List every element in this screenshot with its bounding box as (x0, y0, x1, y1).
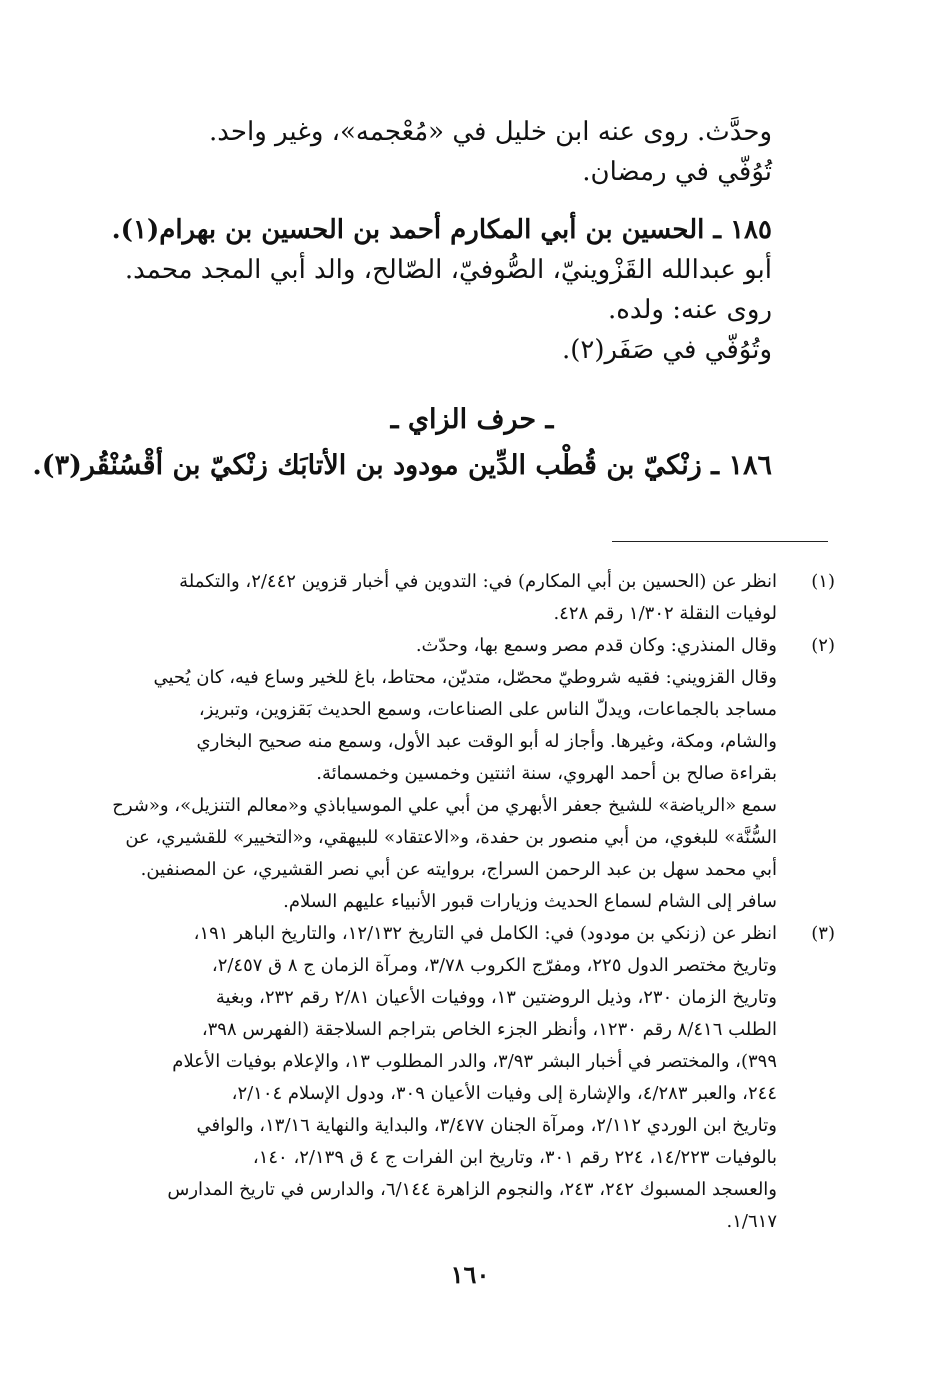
footnote-body (105, 566, 777, 630)
footnote-line: والشام، ومكة، وغيرها. وأجاز له أبو الوقت عبد الأول، وسمع منه صحيح البخاري (196, 731, 777, 752)
entry-185-title: ١٨٥ ـ الحسين بن أبي المكارم أحمد بن الحسين بن بهرام(١). (111, 215, 772, 245)
page-number: ١٦٠ (450, 1260, 490, 1289)
footnote-line: مساجد بالجماعات، ويدلّ الناس على الصناعات، وسمع الحديث بَقزوين، وتبريز، (198, 699, 777, 720)
footnote-line: وقال المنذري: وكان قدم مصر وسمع بها، وحدّث. (415, 635, 777, 656)
footnote-line: والعسجد المسبوك ٢٤٢، ٢٤٣، والنجوم الزاهرة ٦/١٤٤، والدارس في تاريخ المدارس (167, 1179, 777, 1200)
footnote-line: وقال القزويني: فقيه شروطيّ محصّل، متديّن، محتاط، باغ للخير وساع فيه، كان يُحيي (153, 667, 777, 688)
entry-186-title: ١٨٦ ـ زنْكيّ بن قُطْب الدِّين مودود بن الأتابَك زنْكيّ بن أقْسُنْقُر(٣). (32, 450, 772, 481)
footnote-number: (٢) (811, 635, 835, 656)
entry-185-death: وتُوُفّي في صَفَر(٢). (561, 335, 772, 365)
footnote (105, 566, 835, 630)
footnote-number: (١) (811, 571, 835, 592)
footnote-line: ١/٦١٧. (726, 1211, 777, 1232)
entry-185-nisba: أبو عبدالله القَزْوينيّ، الصُّوفيّ، الصّالح، والد أبي المجد محمد. (124, 255, 772, 285)
footnote-line: ٢٤٤، والعبر ٤/٢٨٣، والإشارة إلى وفيات الأعيان ٣٠٩، ودول الإسلام ٢/١٠٤، (231, 1083, 777, 1104)
footnote-line: سمع «الرياضة» للشيخ جعفر الأبهري من أبي علي الموسياباذي و«معالم التنزيل»، و«شرح (112, 795, 777, 816)
footnote (105, 918, 835, 1238)
footnote-body (105, 918, 777, 1238)
footnote (105, 630, 835, 918)
paragraph-death: تُوُفّي في رمضان. (582, 157, 772, 187)
footnote-line: بالوفيات ١٤/٢٢٣، ٢٢٤ رقم ٣٠١، وتاريخ ابن الفرات ج ٤ ق ٢/١٣٩، ١٤٠، (252, 1147, 777, 1168)
footnote-number: (٣) (811, 923, 835, 944)
main-text (32, 112, 772, 486)
footnote-line: انظر عن (زنكي بن مودود) في: الكامل في التاريخ ١٢/١٣٢، والتاريخ الباهر ١٩١، (193, 923, 777, 944)
footnote-line: وتاريخ الزمان ٢٣٠، وذيل الروضتين ١٣، ووفيات الأعيان ٢/٨١ رقم ٢٣٢، وبغية (215, 987, 777, 1008)
footnote-line: السُّنَّة» للبغوي، من أبي منصور بن حفدة، و«الاعتقاد» للبيهقي، و«التخيير» للقشيري، عن (125, 827, 777, 848)
footnote-line: لوفيات النقلة ١/٣٠٢ رقم ٤٢٨. (553, 603, 777, 624)
footnote-line: أبي محمد سهل بن عبد الرحمن السراج، بروايته عن أبي نصر القشيري، عن المصنفين. (140, 859, 777, 880)
entry-185-narrators: روى عنه: ولده. (607, 295, 772, 325)
footnote-line: بقراءة صالح بن أحمد الهروي، سنة اثنتين وخمسين وخمسمائة. (316, 763, 777, 784)
footnote-line: وتاريخ ابن الوردي ٢/١١٢، ومرآة الجنان ٣/٤٧٧، والبداية والنهاية ١٣/١٦، والوافي (196, 1115, 777, 1136)
footnote-line: وتاريخ مختصر الدول ٢٢٥، ومفرّج الكروب ٣/٧٨، ومرآة الزمان ج ٨ ق ٢/٤٥٧، (211, 955, 777, 976)
paragraph-narration: وحدَّث. روى عنه ابن خليل في «مُعْجمه»، وغير واحد. (209, 117, 772, 147)
footnotes (105, 566, 835, 1238)
section-heading: ـ حرف الزاي ـ (390, 404, 554, 435)
footnote-line: سافر إلى الشام لسماع الحديث وزيارات قبور الأنبياء عليهم السلام. (283, 891, 777, 912)
footnote-line: انظر عن (الحسين بن أبي المكارم) في: التدوين في أخبار قزوين ٢/٤٤٢، والتكملة (179, 571, 777, 592)
footnote-line: ٣٩٩)، والمختصر في أخبار البشر ٣/٩٣، والدر المطلوب ١٣، والإعلام بوفيات الأعلام (172, 1051, 777, 1072)
footnote-body (105, 630, 777, 918)
footnote-divider (612, 541, 828, 542)
footnote-line: الطلب ٨/٤١٦ رقم ١٢٣٠، وأنظر الجزء الخاص بتراجم السلاجقة (الفهرس ٣٩٨، (201, 1019, 777, 1040)
